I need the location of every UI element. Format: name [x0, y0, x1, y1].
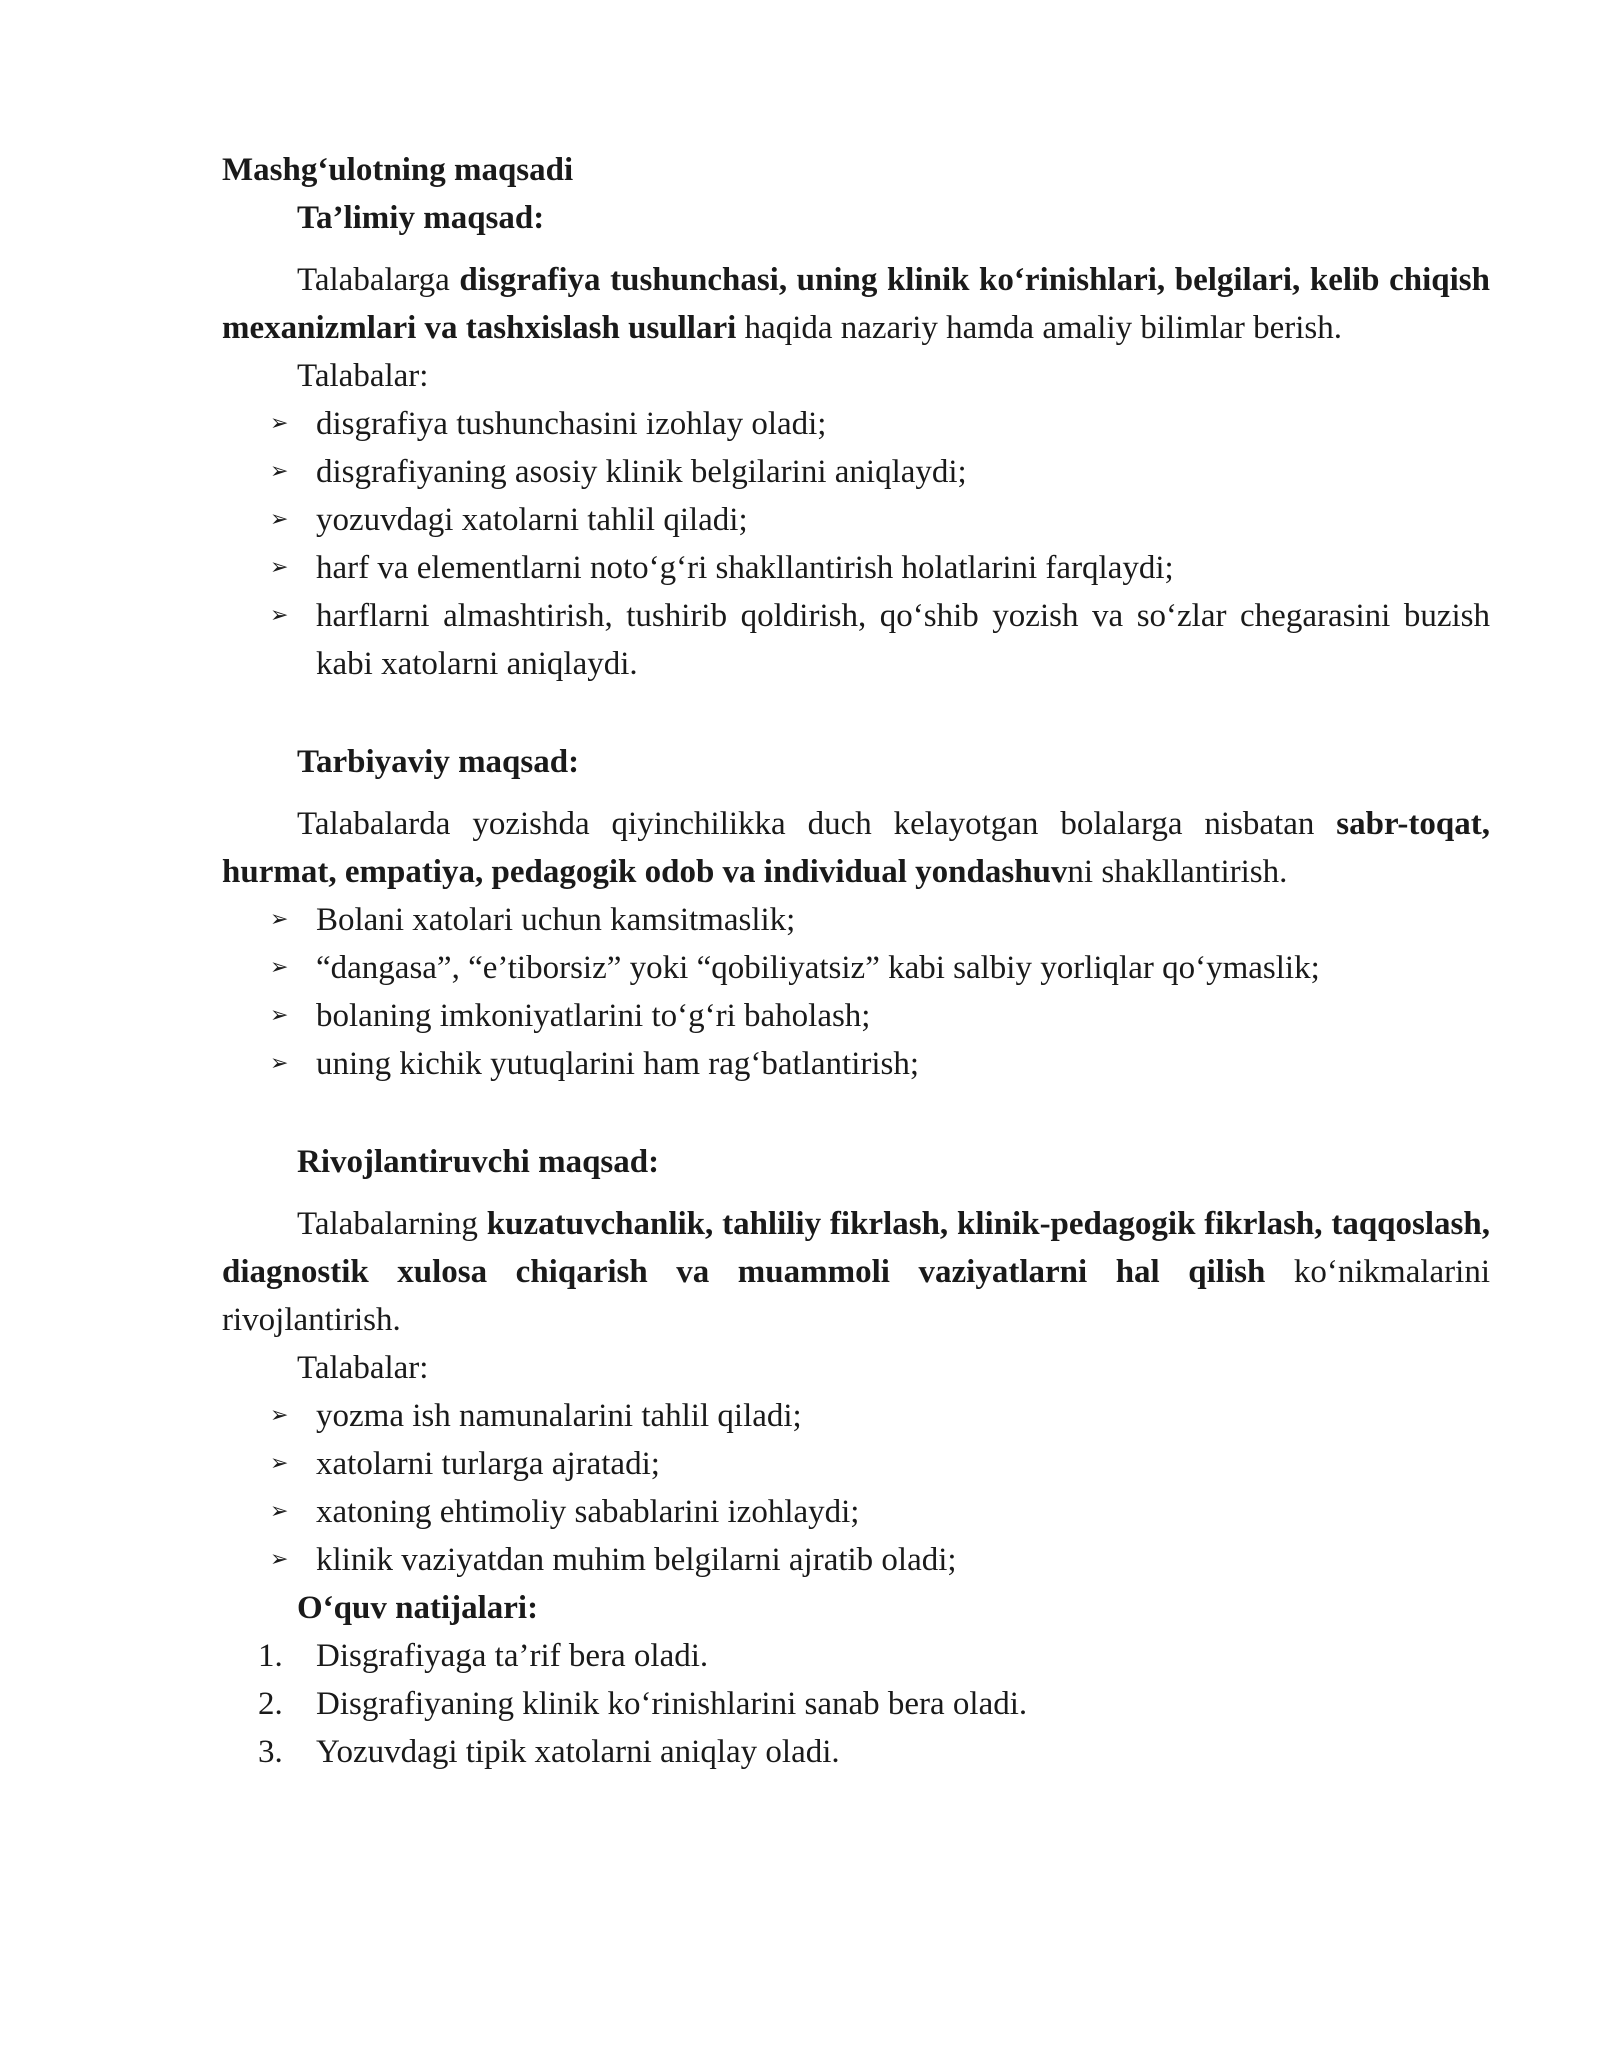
list-item — [222, 592, 1490, 688]
text-run: haqida nazariy hamda amaliy bilimlar berish. — [736, 310, 1342, 346]
paragraph-tarbiyaviy — [222, 800, 1490, 896]
list-item-text: yozuvdagi xatolarni tahlil qiladi; — [316, 502, 748, 538]
text-run: ni shakllantirish. — [1067, 854, 1288, 890]
text-run: Talabalarga — [297, 262, 460, 298]
arrowhead-bullet-icon: ➢ — [270, 1003, 289, 1028]
list-item — [222, 1488, 1490, 1536]
arrowhead-bullet-icon: ➢ — [270, 603, 289, 628]
section-heading-tarbiyaviy: Tarbiyaviy maqsad: — [297, 744, 580, 780]
list-item-text: “dangasa”, “e’tiborsiz” yoki “qobiliyatsiz” kabi salbiy yorliqlar qo‘ymaslik; — [316, 950, 1320, 986]
list-item-text: xatolarni turlarga ajratadi; — [316, 1446, 660, 1482]
list-item — [222, 1392, 1490, 1440]
arrowhead-bullet-icon: ➢ — [270, 411, 289, 436]
list-item-text: disgrafiya tushunchasini izohlay oladi; — [316, 406, 827, 442]
arrowhead-bullet-icon: ➢ — [270, 507, 289, 532]
list-item — [222, 944, 1490, 992]
arrowhead-bullet-icon: ➢ — [270, 955, 289, 980]
page-title: Mashg‘ulotning maqsadi — [222, 152, 574, 188]
document-page — [222, 146, 1490, 1776]
bullet-list-tarbiyaviy — [222, 896, 1490, 1088]
list-item-text: Yozuvdagi tipik xatolarni aniqlay oladi. — [316, 1734, 840, 1770]
list-item-text: xatoning ehtimoliy sabablarini izohlaydi; — [316, 1494, 860, 1530]
list-item-text: disgrafiyaning asosiy klinik belgilarini aniqlaydi; — [316, 454, 967, 490]
numbered-list-natijalar — [222, 1632, 1490, 1776]
arrowhead-bullet-icon: ➢ — [270, 555, 289, 580]
list-item-text: klinik vaziyatdan muhim belgilarni ajratib oladi; — [316, 1542, 957, 1578]
bold-text-run: kuzatuvchanlik, tahliliy fikrlash, klinik-pedagogik fikrlash, taqqoslash, diagnostik xulosa chiqarish va muammoli vaziyatlarni hal qilish — [222, 1206, 1490, 1290]
arrowhead-bullet-icon: ➢ — [270, 1403, 289, 1428]
talabalar-label: Talabalar: — [297, 358, 429, 394]
bold-text-run: disgrafiya tushunchasi, uning klinik ko‘rinishlari, belgilari, kelib chiqish mexanizmlari va tashxislash usullari — [222, 262, 1490, 346]
list-item-text: uning kichik yutuqlarini ham rag‘batlantirish; — [316, 1046, 920, 1082]
list-item-number: 3. — [258, 1734, 283, 1770]
bullet-list-talimiy — [222, 400, 1490, 688]
arrowhead-bullet-icon: ➢ — [270, 459, 289, 484]
list-item — [222, 896, 1490, 944]
talabalar-label: Talabalar: — [297, 1350, 429, 1386]
text-run: Talabalarning — [297, 1206, 487, 1242]
arrowhead-bullet-icon: ➢ — [270, 907, 289, 932]
list-item-text: Disgrafiyaning klinik ko‘rinishlarini sanab bera oladi. — [316, 1686, 1028, 1722]
text-run: Talabalarda yozishda qiyinchilikka duch kelayotgan bolalarga nisbatan — [297, 806, 1337, 842]
list-item-text: bolaning imkoniyatlarini to‘g‘ri baholash; — [316, 998, 871, 1034]
numbered-list-item — [222, 1728, 1490, 1776]
bold-text-run: sabr-toqat, hurmat, empatiya, pedagogik odob va individual yondashuv — [222, 806, 1490, 890]
list-item — [222, 1536, 1490, 1584]
section-heading-rivojlantiruvchi: Rivojlantiruvchi maqsad: — [297, 1144, 660, 1180]
list-item-text: harflarni almashtirish, tushirib qoldirish, qo‘shib yozish va so‘zlar chegarasini buzish kabi xatolarni aniqlaydi. — [316, 598, 1490, 682]
list-item-number: 1. — [258, 1638, 283, 1674]
list-item — [222, 448, 1490, 496]
list-item — [222, 992, 1490, 1040]
list-item — [222, 1040, 1490, 1088]
text-run: ko‘nikmalarini rivojlantirish. — [222, 1254, 1490, 1338]
list-item-number: 2. — [258, 1686, 283, 1722]
arrowhead-bullet-icon: ➢ — [270, 1051, 289, 1076]
list-item-text: Disgrafiyaga ta’rif bera oladi. — [316, 1638, 709, 1674]
paragraph-rivojlantiruvchi — [222, 1200, 1490, 1344]
paragraph-talimiy — [222, 256, 1490, 352]
numbered-list-item — [222, 1680, 1490, 1728]
bullet-list-rivojlantiruvchi — [222, 1392, 1490, 1584]
list-item — [222, 496, 1490, 544]
list-item — [222, 400, 1490, 448]
arrowhead-bullet-icon: ➢ — [270, 1547, 289, 1572]
list-item — [222, 1440, 1490, 1488]
list-item-text: harf va elementlarni noto‘g‘ri shakllantirish holatlarini farqlaydi; — [316, 550, 1174, 586]
section-heading-talimiy: Ta’limiy maqsad: — [297, 200, 545, 236]
list-item — [222, 544, 1490, 592]
arrowhead-bullet-icon: ➢ — [270, 1499, 289, 1524]
section-heading-natijalar: O‘quv natijalari: — [297, 1590, 539, 1626]
numbered-list-item — [222, 1632, 1490, 1680]
list-item-text: Bolani xatolari uchun kamsitmaslik; — [316, 902, 796, 938]
arrowhead-bullet-icon: ➢ — [270, 1451, 289, 1476]
list-item-text: yozma ish namunalarini tahlil qiladi; — [316, 1398, 802, 1434]
